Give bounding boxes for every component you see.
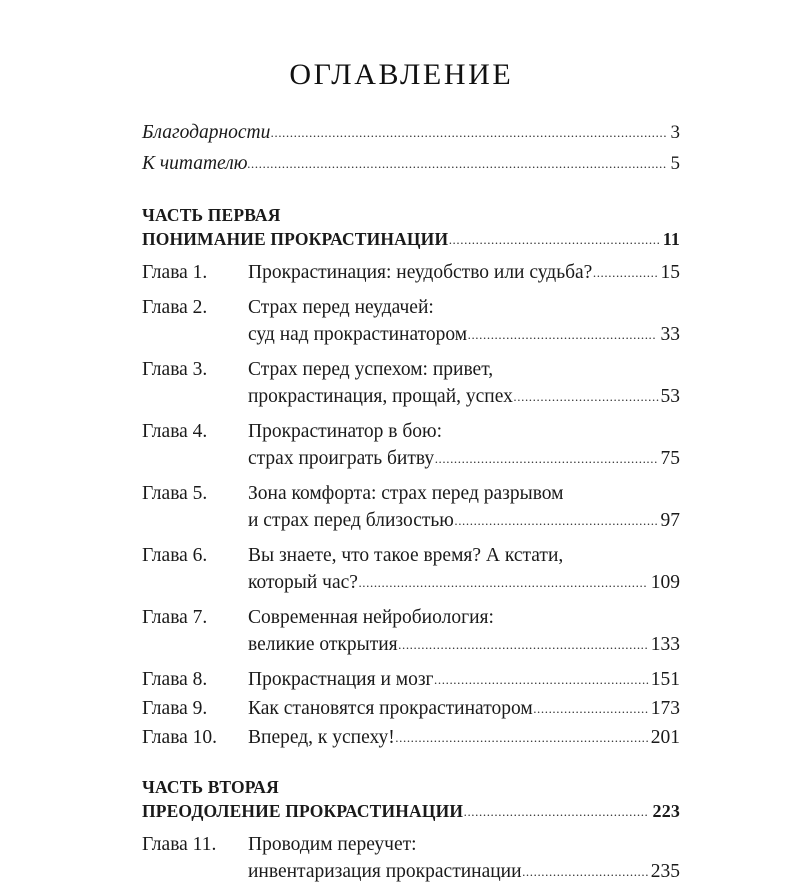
chapter-label: Глава 8. xyxy=(142,669,208,690)
chapter-page-number: 133 xyxy=(650,634,680,655)
chapter-line-last xyxy=(248,569,680,597)
chapter-line-last xyxy=(248,631,680,659)
toc-entry-chapter-8[interactable] xyxy=(142,666,680,694)
chapter-line-last xyxy=(248,259,680,287)
part-title-row xyxy=(142,228,680,253)
dot-leader: ................................................................. xyxy=(398,637,649,652)
chapter-body xyxy=(248,724,680,752)
part-title-row xyxy=(142,800,680,825)
toc-entry-chapter-11[interactable] xyxy=(142,831,680,886)
dot-leader: ..................................................... xyxy=(454,513,659,528)
chapter-label: Глава 9. xyxy=(142,698,208,719)
dot-leader: ........................................................................... xyxy=(358,575,648,590)
chapter-line-last xyxy=(248,858,680,886)
chapter-title-line: Прокрастнация и мозг xyxy=(248,669,434,690)
chapter-line-last xyxy=(248,383,680,411)
chapter-body xyxy=(248,418,680,473)
chapter-page-number: 201 xyxy=(650,727,680,748)
chapter-body xyxy=(248,259,680,287)
chapter-page-number: 33 xyxy=(660,324,680,345)
chapter-title-line: Зона комфорта: страх перед разрывом xyxy=(248,483,564,504)
toc-entry-chapter-10[interactable] xyxy=(142,724,680,752)
chapter-title-line: суд над прокрастинатором xyxy=(248,324,468,345)
dot-leader: ................................................. xyxy=(467,327,657,342)
dot-leader: ................................. xyxy=(522,864,650,879)
chapter-label: Глава 3. xyxy=(142,359,208,380)
toc-entry-acknowledgements[interactable] xyxy=(142,118,680,149)
toc-entry-chapter-1[interactable] xyxy=(142,259,680,287)
chapter-page-number: 109 xyxy=(650,572,680,593)
chapter-title-line: страх проиграть битву xyxy=(248,448,435,469)
entry-label: Благодарности xyxy=(142,122,271,143)
chapter-label: Глава 1. xyxy=(142,262,208,283)
chapter-title-line: Вы знаете, что такое время? А кстати, xyxy=(248,545,564,566)
chapter-page-number: 235 xyxy=(650,861,680,882)
dot-leader: .................................................................. xyxy=(395,730,650,745)
dot-leader: ........................................................ xyxy=(434,672,650,687)
toc-entry-chapter-5[interactable] xyxy=(142,480,680,535)
chapter-body xyxy=(248,480,680,535)
chapter-title-line: Современная нейробиология: xyxy=(248,607,494,628)
chapter-page-number: 173 xyxy=(650,698,680,719)
chapter-body xyxy=(248,356,680,411)
part-page-number: 11 xyxy=(662,228,680,249)
toc-entry-chapter-3[interactable] xyxy=(142,356,680,411)
dot-leader: ...................................... xyxy=(513,389,660,404)
dot-leader: ................................................ xyxy=(463,803,649,819)
chapter-title-line: Прокрастинатор в бою: xyxy=(248,421,443,442)
toc-entry-chapter-6[interactable] xyxy=(142,542,680,597)
part-name: ПОНИМАНИЕ ПРОКРАСТИНАЦИИ xyxy=(142,228,449,249)
entry-page-number: 3 xyxy=(670,122,680,143)
chapter-title-line: который час? xyxy=(248,572,358,593)
dot-leader: ................. xyxy=(592,265,659,280)
toc-entry-to-the-reader[interactable] xyxy=(142,149,680,180)
toc-entry-chapter-4[interactable] xyxy=(142,418,680,473)
dot-leader: .............................. xyxy=(533,701,649,716)
chapter-line-last xyxy=(248,666,680,694)
part-page-number: 223 xyxy=(652,800,680,821)
chapter-page-number: 53 xyxy=(660,386,680,407)
part-name: ПРЕОДОЛЕНИЕ ПРОКРАСТИНАЦИИ xyxy=(142,800,464,821)
dot-leader: ....................................................................................................... xyxy=(270,125,668,140)
dot-leader: .......................................................... xyxy=(434,451,658,466)
toc-entry-chapter-9[interactable] xyxy=(142,695,680,723)
part-label: ЧАСТЬ ВТОРАЯ xyxy=(142,777,279,797)
chapter-body xyxy=(248,695,680,723)
part-heading-one[interactable] xyxy=(142,204,680,252)
chapter-title-line: Проводим переучет: xyxy=(248,834,417,855)
chapter-title-line: Прокрастинация: неудобство или судьба? xyxy=(248,262,593,283)
chapter-title-line: Вперед, к успеху! xyxy=(248,727,395,748)
chapter-title-line: прокрастинация, прощай, успех xyxy=(248,386,513,407)
chapter-line-last xyxy=(248,724,680,752)
chapter-title-line: Страх перед неудачей: xyxy=(248,297,434,318)
chapter-body xyxy=(248,604,680,659)
chapter-body xyxy=(248,294,680,349)
dot-leader: ....................................................... xyxy=(448,231,661,247)
part-heading-two[interactable] xyxy=(142,776,680,824)
chapter-body xyxy=(248,666,680,694)
part-label: ЧАСТЬ ПЕРВАЯ xyxy=(142,205,281,225)
toc-entry-chapter-2[interactable] xyxy=(142,294,680,349)
chapter-page-number: 151 xyxy=(650,669,680,690)
toc-content xyxy=(142,118,680,893)
chapter-line-last xyxy=(248,445,680,473)
chapter-body xyxy=(248,542,680,597)
chapter-title-line: Как становятся прокрастинатором xyxy=(248,698,533,719)
chapter-label: Глава 10. xyxy=(142,727,218,748)
chapter-label: Глава 2. xyxy=(142,297,208,318)
entry-label: К читателю xyxy=(142,153,248,174)
chapter-page-number: 75 xyxy=(660,448,680,469)
chapter-line-last xyxy=(248,695,680,723)
front-matter-list xyxy=(142,118,680,180)
chapter-page-number: 15 xyxy=(660,262,680,283)
chapter-page-number: 97 xyxy=(660,510,680,531)
chapter-label: Глава 7. xyxy=(142,607,208,628)
chapter-body xyxy=(248,831,680,886)
dot-leader: ............................................................................................................. xyxy=(247,156,668,171)
chapter-title-line: Страх перед успехом: привет, xyxy=(248,359,494,380)
chapter-label: Глава 4. xyxy=(142,421,208,442)
page-title: ОГЛАВЛЕНИЕ xyxy=(289,58,514,91)
chapter-line-last xyxy=(248,321,680,349)
chapter-label: Глава 11. xyxy=(142,834,217,855)
chapter-label: Глава 5. xyxy=(142,483,208,504)
chapter-title-line: инвентаризация прокрастинации xyxy=(248,861,522,882)
chapter-label: Глава 6. xyxy=(142,545,208,566)
chapter-line-last xyxy=(248,507,680,535)
chapter-title-line: и страх перед близостью xyxy=(248,510,454,531)
chapter-title-line: великие открытия xyxy=(248,634,398,655)
entry-page-number: 5 xyxy=(670,153,680,174)
toc-entry-chapter-7[interactable] xyxy=(142,604,680,659)
